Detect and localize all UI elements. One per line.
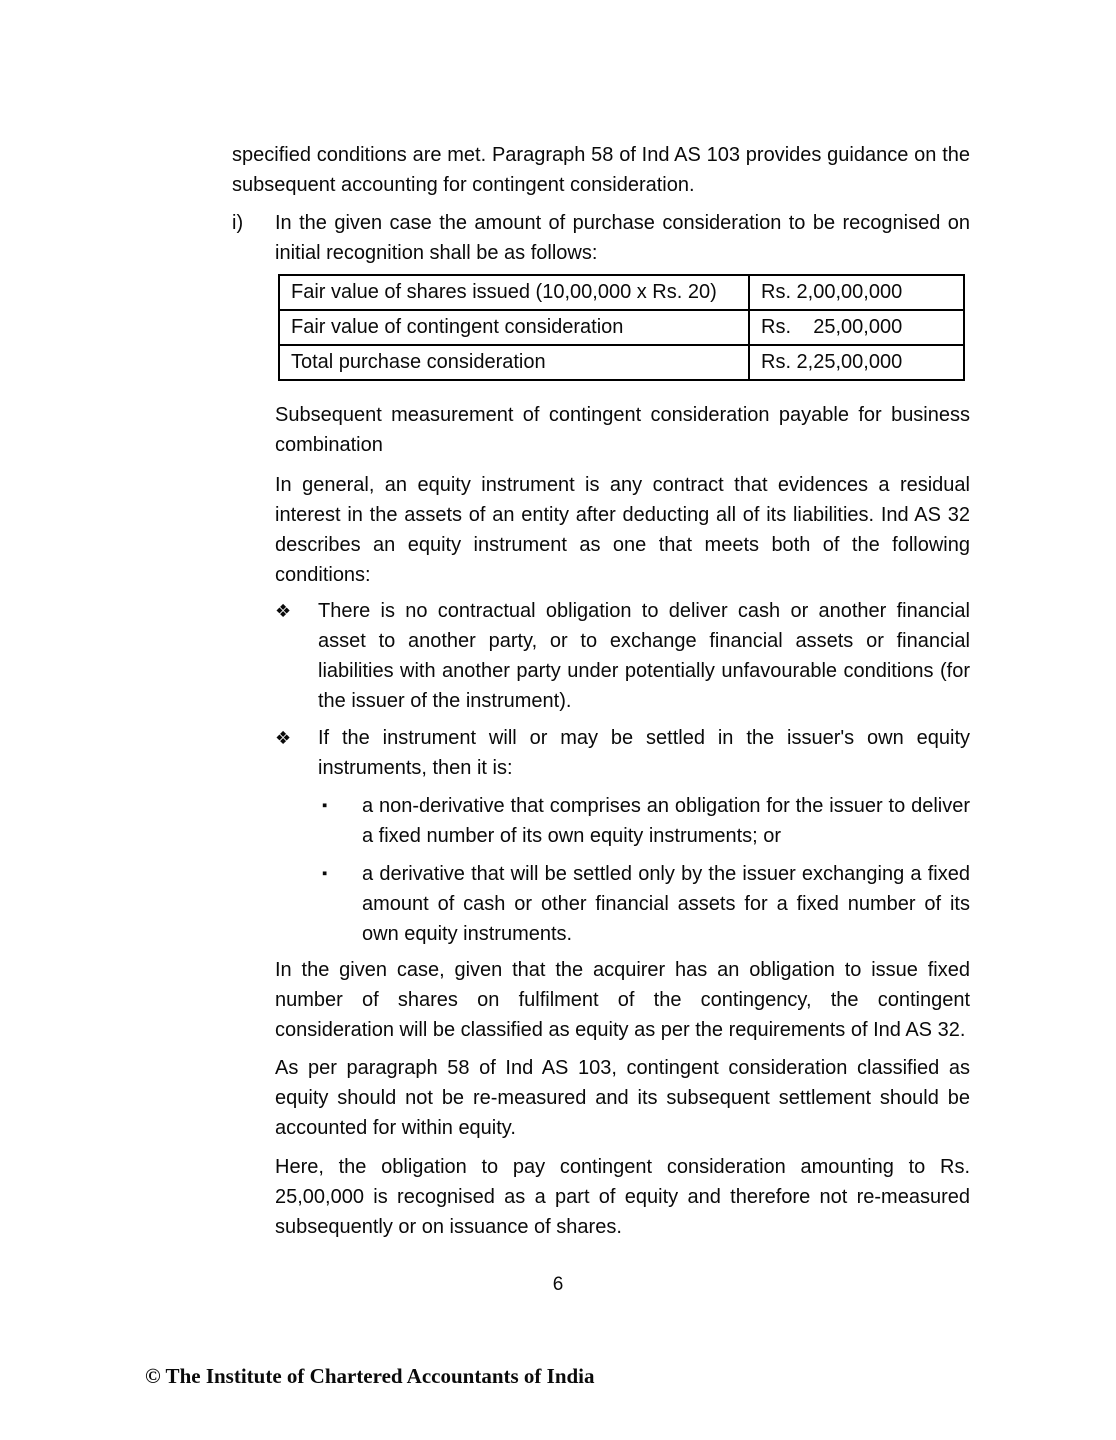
table-cell-value: Rs. 2,00,00,000	[749, 275, 964, 310]
page-number: 6	[552, 1274, 564, 1295]
table-cell-value: Rs. 2,25,00,000	[749, 345, 964, 380]
numbered-item-i	[232, 208, 970, 596]
table-cell-label: Fair value of shares issued (10,00,000 x Rs. 20)	[279, 275, 749, 310]
sub-bullet-non-derivative	[322, 791, 970, 851]
page-content	[232, 140, 970, 1242]
bullet-settled-in-equity	[275, 723, 970, 783]
diamond-bullet-icon: ❖	[275, 728, 292, 748]
table-cell-label: Total purchase consideration	[279, 345, 749, 380]
table-cell-label: Fair value of contingent consideration	[279, 310, 749, 345]
item-i-body	[275, 208, 970, 596]
sub-bullet-derivative	[322, 859, 970, 949]
sub-bullet-text: a non-derivative that comprises an obligation for the issuer to deliver a fixed number of its own equity instruments; or	[362, 795, 970, 847]
copyright-footer: © The Institute of Chartered Accountants of India	[145, 1364, 595, 1388]
paragraph-here-obligation: Here, the obligation to pay contingent consideration amounting to Rs. 25,00,000 is recognised as a part of equity and therefore not re-measured subsequently or on issuance of shares.	[275, 1156, 970, 1238]
paragraph-equity-instrument: In general, an equity instrument is any contract that evidences a residual interest in the assets of an entity after deducting all of its liabilities. Ind AS 32 describes an equity instrument as one that meets both of the following conditions:	[275, 474, 970, 586]
subheading-subsequent-measurement: Subsequent measurement of contingent consideration payable for business combination	[275, 404, 970, 456]
table-row	[279, 275, 964, 310]
bullet-no-contractual-obligation	[275, 596, 970, 716]
diamond-bullet-icon: ❖	[275, 601, 292, 621]
item-i-label: i)	[232, 212, 244, 234]
sub-bullet-text: a derivative that will be settled only by the issuer exchanging a fixed amount of cash or other financial assets for a fixed number of its own equity instruments.	[362, 863, 970, 945]
intro-paragraph: specified conditions are met. Paragraph 58 of Ind AS 103 provides guidance on the subsequent accounting for contingent consideration.	[232, 144, 970, 196]
table-row	[279, 345, 964, 380]
paragraph-given-case: In the given case, given that the acquirer has an obligation to issue fixed number of shares on fulfilment of the contingency, the contingent consideration will be classified as equity as per the requirements of Ind AS 32.	[275, 959, 970, 1041]
table-cell-value: Rs. 25,00,000	[749, 310, 964, 345]
purchase-consideration-table	[278, 274, 965, 381]
paragraph-paragraph58: As per paragraph 58 of Ind AS 103, contingent consideration classified as equity should not be re-measured and its subsequent settlement should be accounted for within equity.	[275, 1057, 970, 1139]
item-i-text: In the given case the amount of purchase consideration to be recognised on initial recognition shall be as follows:	[275, 212, 970, 264]
table-row	[279, 310, 964, 345]
bullet-text: There is no contractual obligation to deliver cash or another financial asset to another party, or to exchange financial assets or financial liabilities with another party under potentially unfavourable conditions (for the issuer of the instrument).	[318, 600, 970, 712]
square-bullet-icon: ▪	[322, 797, 328, 814]
square-bullet-icon: ▪	[322, 865, 328, 882]
bullet-text: If the instrument will or may be settled in the issuer's own equity instruments, then it is:	[318, 727, 970, 779]
